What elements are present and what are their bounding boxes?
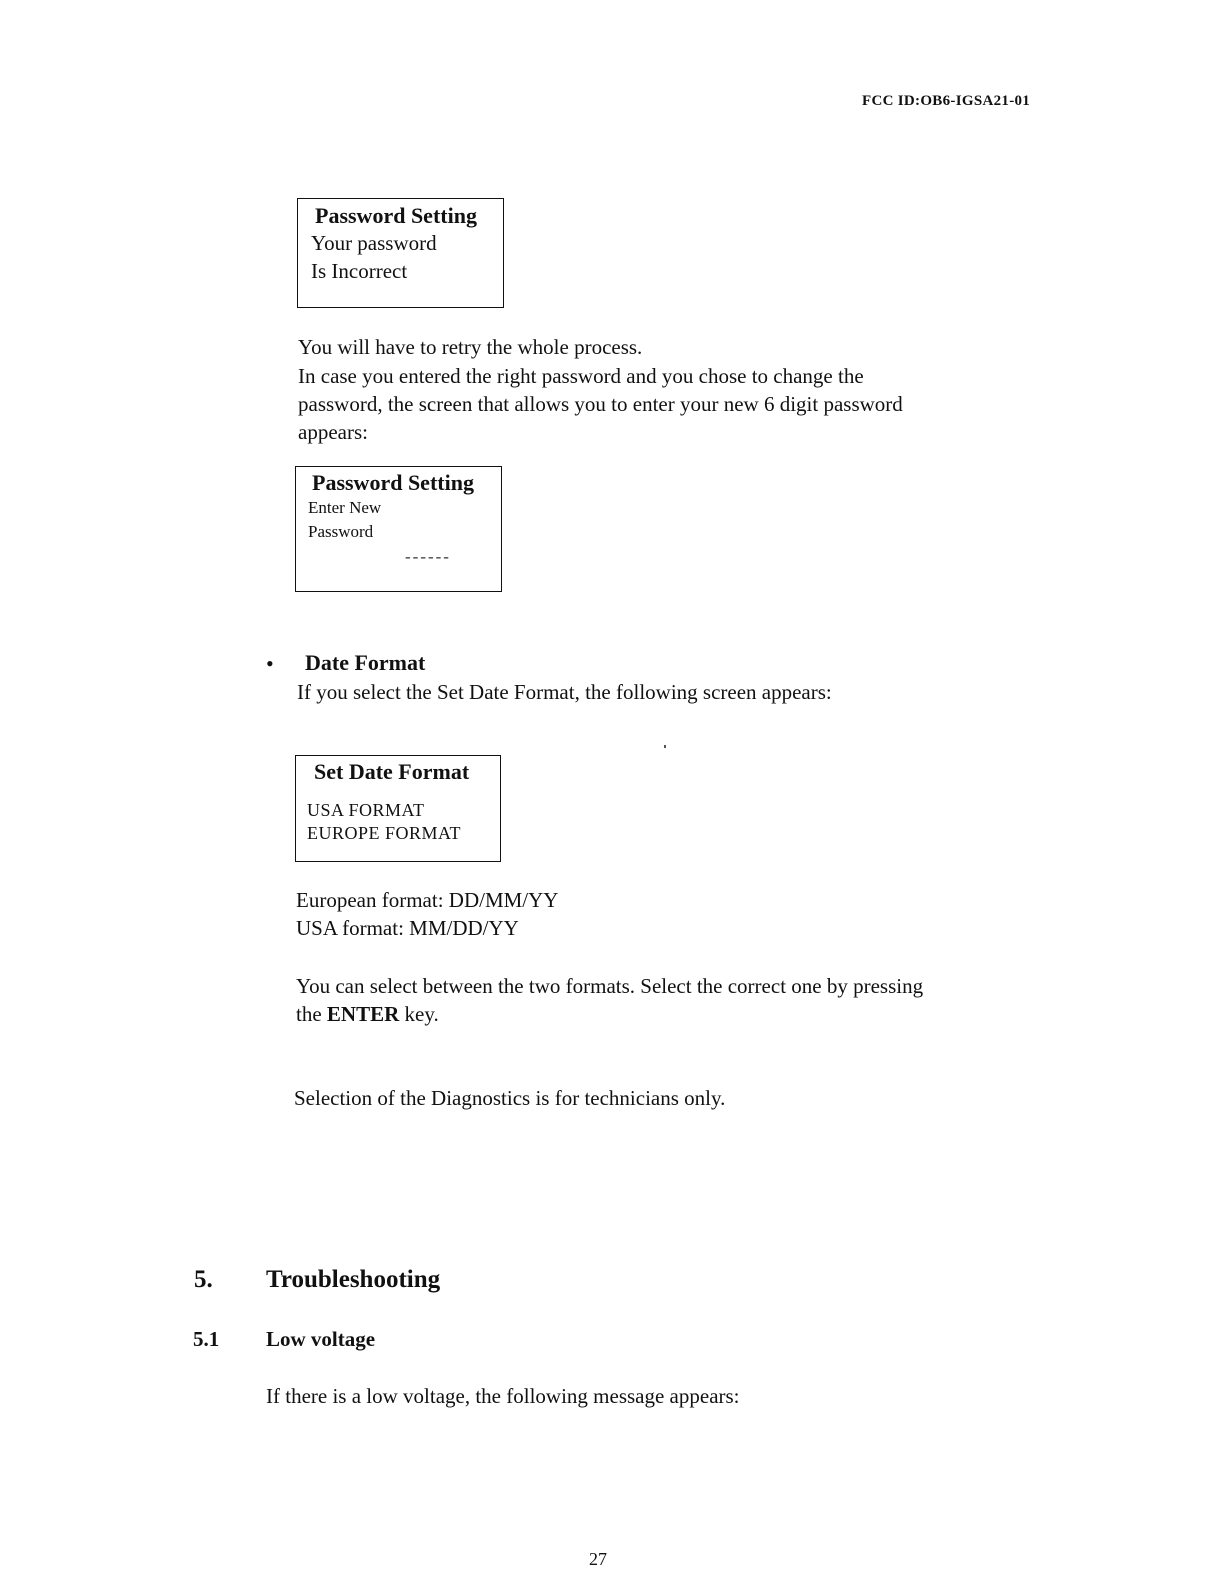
enter-key-label: ENTER [326,1002,400,1026]
text-run: the [296,1002,327,1026]
bullet-icon: • [266,651,274,676]
lcd-option-usa: USA FORMAT [307,800,425,820]
section-number: 5. [194,1266,213,1293]
lcd-title: Password Setting [312,470,474,495]
lcd-option-europe: EUROPE FORMAT [307,823,462,843]
low-voltage-paragraph: If there is a low voltage, the following message appears: [266,1384,740,1408]
scan-speck [664,745,666,748]
lcd-line: Is Incorrect [311,259,408,283]
date-format-heading: Date Format [305,650,426,675]
lcd-line: Your password [311,231,437,255]
lcd-line: Password [308,522,374,541]
subsection-title: Low voltage [266,1327,376,1351]
lcd-line: Enter New [308,498,382,517]
subsection-number: 5.1 [193,1327,220,1351]
lcd-screen-enter-new-password [295,466,502,592]
paragraph-line: In case you entered the right password and you chose to change the [298,364,864,388]
retry-paragraph: You will have to retry the whole process. [298,335,643,359]
lcd-screen-set-date-format [295,755,501,862]
lcd-title: Set Date Format [314,759,470,784]
european-format-text: European format: DD/MM/YY [296,888,559,912]
text-run: key. [399,1002,439,1026]
usa-format-text: USA format: MM/DD/YY [296,916,519,940]
paragraph-line: You can select between the two formats. Select the correct one by pressing [296,974,924,998]
section-title: Troubleshooting [266,1266,441,1293]
date-format-intro: If you select the Set Date Format, the following screen appears: [297,680,832,704]
lcd-title: Password Setting [315,203,477,228]
right-password-paragraph [298,362,903,446]
select-format-paragraph [296,972,923,1028]
lcd-screen-password-incorrect [297,198,504,308]
fcc-id-header: FCC ID:OB6-IGSA21-01 [862,93,1031,109]
password-entry-placeholder: ------ [405,547,451,566]
paragraph-line: appears: [298,420,368,444]
page-number: 27 [589,1549,607,1569]
diagnostics-paragraph: Selection of the Diagnostics is for technicians only. [294,1086,726,1110]
paragraph-line: password, the screen that allows you to enter your new 6 digit password [298,392,903,416]
paragraph-line [296,1000,923,1028]
